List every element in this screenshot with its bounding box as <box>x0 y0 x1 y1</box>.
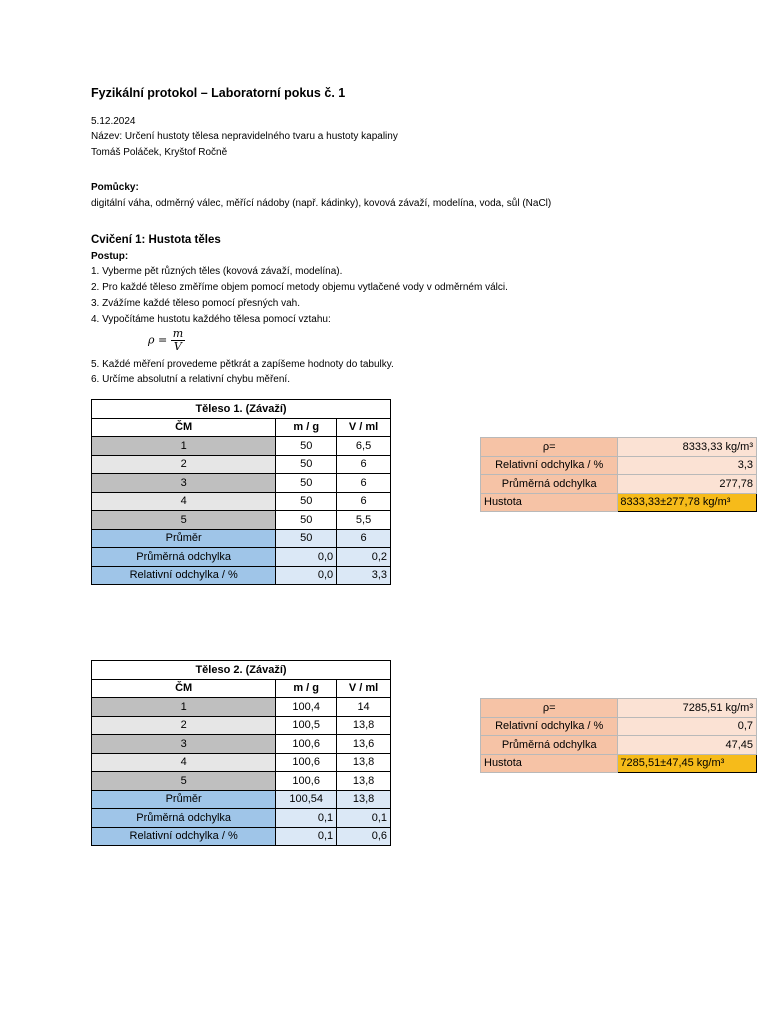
col-header: V / ml <box>337 418 391 437</box>
rho-label: ρ= <box>481 438 618 457</box>
step-4: 4. Vypočítáme hustotu každého tělesa pomocí vztahu: <box>91 314 331 325</box>
cell: 1 <box>92 437 276 456</box>
avg-deviation-row <box>92 548 391 567</box>
col-header: ČM <box>92 418 276 437</box>
cell: 50 <box>276 455 337 474</box>
cell: Průměrná odchylka <box>92 548 276 567</box>
rel-deviation-row <box>92 566 391 585</box>
col-header: ČM <box>92 679 276 698</box>
density-label: Hustota <box>481 493 618 512</box>
cell: 0,2 <box>337 548 391 567</box>
cell: 6 <box>337 474 391 493</box>
page-title: Fyzikální protokol – Laboratorní pokus č. 1 <box>91 86 346 100</box>
authors: Tomáš Poláček, Kryštof Ročně <box>91 147 228 158</box>
cell: 100,4 <box>276 698 337 717</box>
cell: 0,0 <box>276 548 337 567</box>
cell: 50 <box>276 529 337 548</box>
cell: 50 <box>276 437 337 456</box>
cell: 2 <box>92 716 276 735</box>
density-value: 7285,51±47,45 kg/m³ <box>618 754 757 773</box>
cell: 0,1 <box>276 827 337 846</box>
cell: 100,54 <box>276 790 337 809</box>
rho-value: 8333,33 kg/m³ <box>618 438 757 457</box>
rel-dev-label: Relativní odchylka / % <box>481 717 618 736</box>
cell: 13,6 <box>337 735 391 754</box>
cell: 100,6 <box>276 772 337 791</box>
cell: Relativní odchylka / % <box>92 827 276 846</box>
table-title: Těleso 2. (Závaží) <box>92 661 391 680</box>
cell: 4 <box>92 753 276 772</box>
cell: 50 <box>276 474 337 493</box>
cell: 0,1 <box>276 809 337 828</box>
table-row <box>92 455 391 474</box>
table-row <box>92 474 391 493</box>
col-header: m / g <box>276 418 337 437</box>
cell: 6 <box>337 455 391 474</box>
col-header: m / g <box>276 679 337 698</box>
avg-deviation-row <box>92 809 391 828</box>
experiment-name: Název: Určení hustoty tělesa nepravidelného tvaru a hustoty kapaliny <box>91 131 398 142</box>
exercise-title: Cvičení 1: Hustota těles <box>91 234 221 246</box>
cell: 100,6 <box>276 753 337 772</box>
table-row <box>92 716 391 735</box>
cell: 5 <box>92 772 276 791</box>
cell: 6,5 <box>337 437 391 456</box>
measurement-table-1 <box>91 399 391 585</box>
step-5: 5. Každé měření provedeme pětkrát a zapíšeme hodnoty do tabulky. <box>91 359 394 370</box>
step-6: 6. Určíme absolutní a relativní chybu měření. <box>91 374 290 385</box>
measurement-table-2 <box>91 660 391 846</box>
cell: 2 <box>92 455 276 474</box>
cell: 13,8 <box>337 772 391 791</box>
summary-table-2 <box>480 698 757 773</box>
table-row <box>92 735 391 754</box>
step-1: 1. Vyberme pět různých těles (kovová závaží, modelína). <box>91 266 343 277</box>
cell: 0,6 <box>337 827 391 846</box>
cell: 4 <box>92 492 276 511</box>
cell: 6 <box>337 492 391 511</box>
cell: 13,8 <box>337 790 391 809</box>
cell: 0,1 <box>337 809 391 828</box>
cell: Průměr <box>92 529 276 548</box>
avg-dev-label: Průměrná odchylka <box>481 736 618 755</box>
rel-dev-label: Relativní odchylka / % <box>481 456 618 475</box>
cell: 3 <box>92 474 276 493</box>
density-formula <box>148 328 185 353</box>
table-row <box>92 753 391 772</box>
step-3: 3. Zvážíme každé těleso pomocí přesných vah. <box>91 298 300 309</box>
tools-label: Pomůcky: <box>91 182 139 193</box>
cell: 50 <box>276 511 337 530</box>
cell: 50 <box>276 492 337 511</box>
density-label: Hustota <box>481 754 618 773</box>
date: 5.12.2024 <box>91 116 136 127</box>
cell: 100,5 <box>276 716 337 735</box>
cell: 5,5 <box>337 511 391 530</box>
cell: 14 <box>337 698 391 717</box>
cell: 100,6 <box>276 735 337 754</box>
cell: 0,0 <box>276 566 337 585</box>
procedure-label: Postup: <box>91 251 129 262</box>
rho-label: ρ= <box>481 699 618 718</box>
table-title: Těleso 1. (Závaží) <box>92 400 391 419</box>
average-row <box>92 790 391 809</box>
table-row <box>92 492 391 511</box>
average-row <box>92 529 391 548</box>
cell: Průměrná odchylka <box>92 809 276 828</box>
col-header: V / ml <box>337 679 391 698</box>
cell: Relativní odchylka / % <box>92 566 276 585</box>
rel-deviation-row <box>92 827 391 846</box>
cell: Průměr <box>92 790 276 809</box>
cell: 3,3 <box>337 566 391 585</box>
formula-lhs: ρ = <box>148 333 168 347</box>
cell: 5 <box>92 511 276 530</box>
cell: 13,8 <box>337 716 391 735</box>
density-value: 8333,33±277,78 kg/m³ <box>618 493 757 512</box>
step-2: 2. Pro každé těleso změříme objem pomocí metody objemu vytlačené vody v odměrném válci. <box>91 282 508 293</box>
formula-numerator: m <box>172 327 184 340</box>
cell: 6 <box>337 529 391 548</box>
avg-dev-label: Průměrná odchylka <box>481 475 618 494</box>
cell: 3 <box>92 735 276 754</box>
summary-table-1 <box>480 437 757 512</box>
table-row <box>92 698 391 717</box>
rel-dev-value: 3,3 <box>618 456 757 475</box>
tools-text: digitální váha, odměrný válec, měřící nádoby (např. kádinky), kovová závaží, modelína, voda, sůl (NaCl) <box>91 198 552 209</box>
avg-dev-value: 277,78 <box>618 475 757 494</box>
table-row <box>92 437 391 456</box>
cell: 1 <box>92 698 276 717</box>
cell: 13,8 <box>337 753 391 772</box>
avg-dev-value: 47,45 <box>618 736 757 755</box>
formula-denominator: V <box>173 340 182 353</box>
rho-value: 7285,51 kg/m³ <box>618 699 757 718</box>
table-row <box>92 772 391 791</box>
table-row <box>92 511 391 530</box>
rel-dev-value: 0,7 <box>618 717 757 736</box>
